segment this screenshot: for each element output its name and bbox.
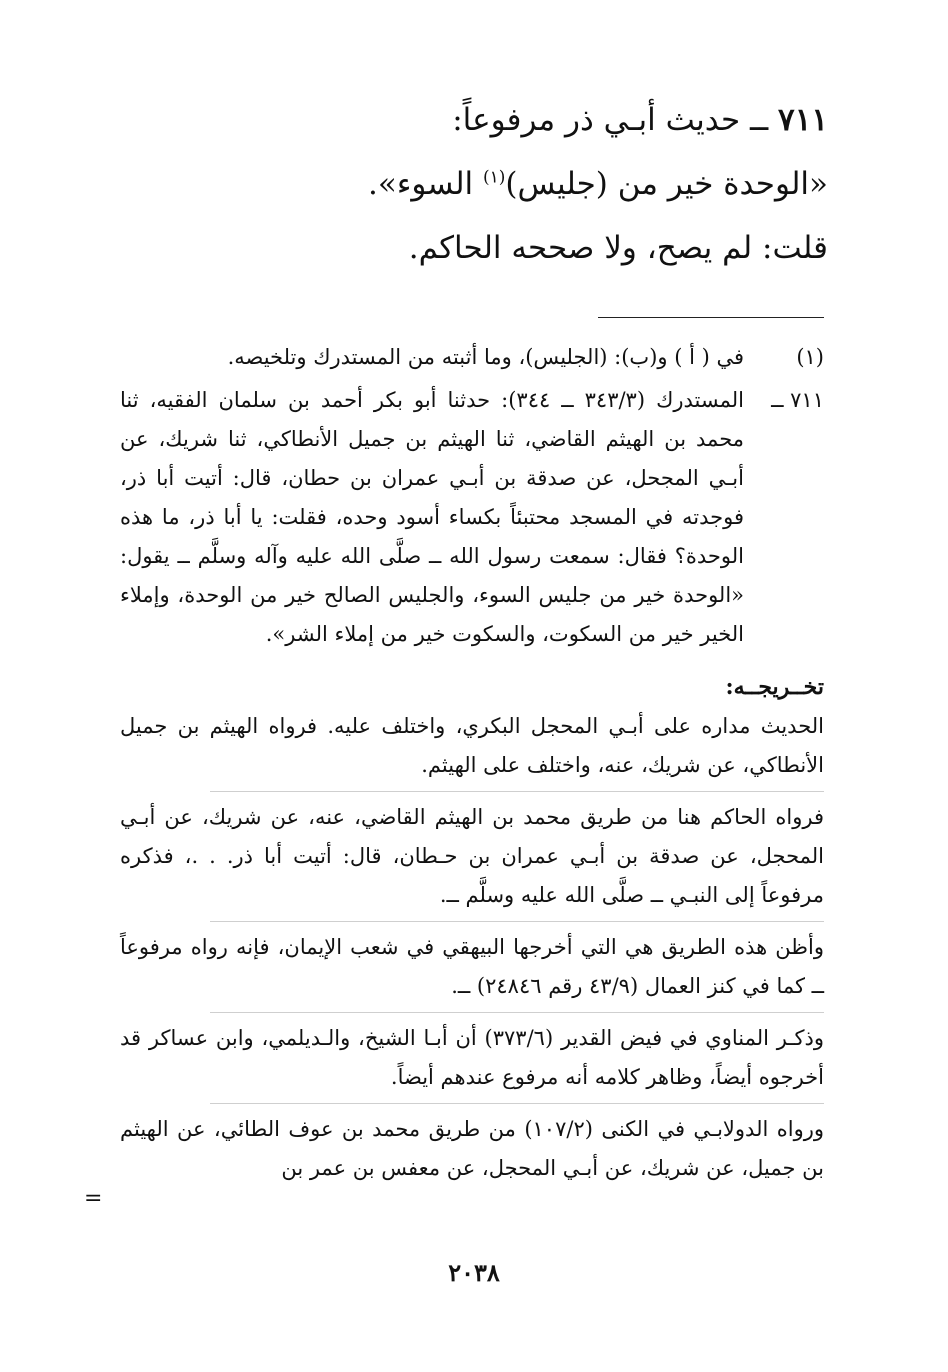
hadith-title: حديث أبـي ذر مرفوعاً: <box>452 102 741 138</box>
takhrij-section <box>120 668 824 1188</box>
page-number: ٢٠٣٨ <box>448 1258 500 1287</box>
hadith-quote-start: «الوحدة خير من (جليس) <box>505 166 828 202</box>
hadith-text <box>108 152 828 216</box>
author-comment: قلت: لم يصح، ولا صححه الحاكم. <box>408 230 828 266</box>
hadith-quote-end: السوء». <box>368 166 483 202</box>
hadith-heading <box>108 88 828 152</box>
paragraph-divider <box>210 1012 824 1013</box>
paragraph-divider <box>210 1103 824 1104</box>
hadith-number: ٧١١ <box>778 102 828 138</box>
footnote-ref: (١) <box>482 167 506 188</box>
continuation-mark: = <box>84 1186 103 1211</box>
footnote-source-text: المستدرك (٣٤٣/٣ ــ ٣٤٤): حدثنا أبو بكر أحمد بن سلمان الفقيه، ثنا محمد بن الهيثم القاضي، ثنا الهيثم بن جميل الأنطاكي، ثنا شريك، عن أبـي المجحل، عن صدقة بن أبـي عمران بن حطان، قال: أتيت أبا ذر، فوجدته في المسجد محتبئاً بكساء أسود وحده، فقلت: يا أبا ذر، ما هذه الوحدة؟ فقال: سمعت رسول الله ــ صلَّى الله عليه وآله وسلَّم ــ يقول: «الوحدة خير من جليس السوء، والجليس الصالح خير من الوحدة، وإملاء الخير خير من السكوت، والسكوت خير من إملاء الشر». <box>120 388 744 646</box>
hadith-block <box>108 88 828 280</box>
footnote-1 <box>120 338 824 377</box>
paragraph-divider <box>210 921 824 922</box>
takhrij-paragraph: وذكـر المناوي في فيض القدير (٣٧٣/٦) أن أبـا الشيخ، والـديلمي، وابن عساكر قد أخرجوه أيضاً، وظاهر كلامه أنه مرفوع عندهم أيضاً. <box>120 1026 824 1089</box>
hadith-dash: ــ <box>750 102 769 138</box>
takhrij-paragraph: الحديث مداره على أبـي المحجل البكري، واختلف عليه. فرواه الهيثم بن جميل الأنطاكي، عن شريك، عنه، واختلف على الهيثم. <box>120 714 824 777</box>
takhrij-paragraph: فرواه الحاكم هنا من طريق محمد بن الهيثم القاضي، عنه، عن شريك، عن أبـي المحجل، عن صدقة بن أبـي عمران بن حـطان، قال: أتيت أبا ذر. . .، فذكره مرفوعاً إلى النبـي ــ صلَّى الله عليه وسلَّم ــ. <box>120 805 824 907</box>
takhrij-paragraph: ورواه الدولابـي في الكنى (١٠٧/٢) من طريق محمد بن عوف الطائي، عن الهيثم بن جميل، عن شريك، عن أبـي المحجل، عن معفس بن عمر بن <box>120 1117 824 1180</box>
footnote-source-marker: ٧١١ ــ <box>771 388 824 412</box>
footnote-separator <box>598 317 824 318</box>
takhrij-paragraph: وأظن هذه الطريق هي التي أخرجها البيهقي في شعب الإيمان، فإنه رواه مرفوعاً ــ كما في كنز العمال (٤٣/٩ رقم ٢٤٨٤٦) ــ. <box>120 935 824 998</box>
footnote-source <box>120 381 824 654</box>
takhrij-heading: تخــريجــه: <box>725 674 824 700</box>
footnotes-section <box>120 338 824 1188</box>
footnote-1-text: في ( أ ) و(ب): (الجليس)، وما أثبته من المستدرك وتلخيصه. <box>227 345 744 369</box>
paragraph-divider <box>210 791 824 792</box>
footnote-1-marker: (١) <box>796 345 824 369</box>
